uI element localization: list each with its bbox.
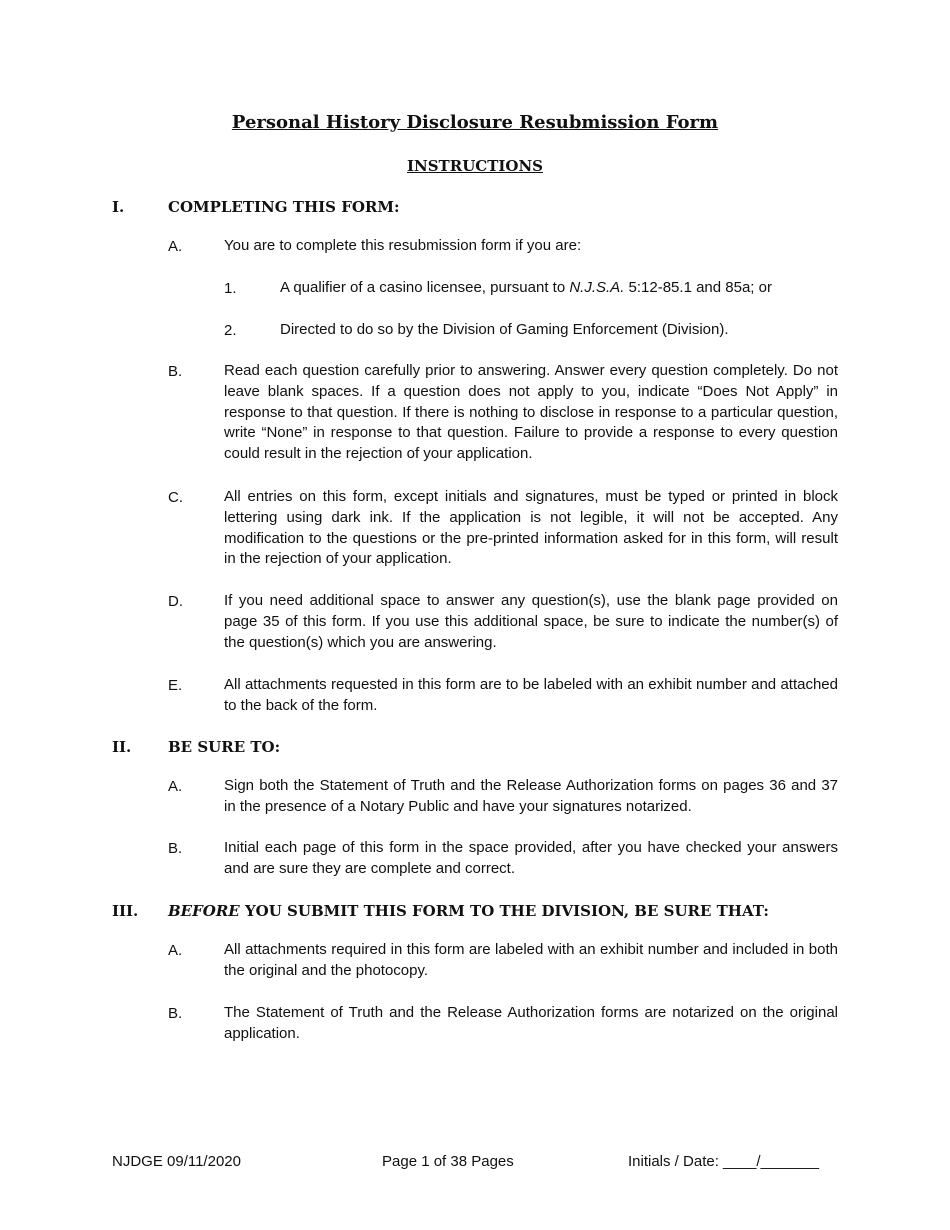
subitem-number: 2. bbox=[224, 322, 237, 339]
item-letter: E. bbox=[168, 677, 183, 694]
item-text: Read each question carefully prior to answering. Answer every question completely. Do not leave blank spaces. If a question does not apply to you, indicate “Does Not Apply” in response to that question. If there is nothing to disclose in response to a particular question, write “None” in response to that question. Failure to provide a response to every question could result in the rejection of your application. bbox=[224, 362, 838, 463]
footer-initials-date: Initials / Date: ____/_______ bbox=[628, 1153, 819, 1170]
section-number: III. bbox=[112, 902, 139, 920]
section-number: II. bbox=[112, 738, 132, 756]
footer-form-id: NJDGE 09/11/2020 bbox=[112, 1153, 241, 1170]
section-number: I. bbox=[112, 198, 125, 216]
item-text: Sign both the Statement of Truth and the Release Authorization forms on pages 36 and 37 in the presence of a Notary Public and have your signatures notarized. bbox=[224, 777, 838, 815]
section-heading: BE SURE TO: bbox=[168, 738, 281, 756]
item-text: All attachments required in this form are labeled with an exhibit number and included in both the original and the photocopy. bbox=[224, 941, 838, 979]
subitem-text: Directed to do so by the Division of Gaming Enforcement (Division). bbox=[280, 321, 729, 338]
item-text: If you need additional space to answer any question(s), use the blank page provided on page 35 of this form. If you use this additional space, be sure to indicate the number(s) of the question(s) which you are answering. bbox=[224, 592, 838, 651]
item-letter: A. bbox=[168, 942, 183, 959]
section-heading: BEFORE YOU SUBMIT THIS FORM TO THE DIVISION, BE SURE THAT: bbox=[168, 902, 769, 920]
item-letter: B. bbox=[168, 840, 183, 857]
subitem-text: A qualifier of a casino licensee, pursuant to N.J.S.A. 5:12-85.1 and 85a; or bbox=[280, 279, 772, 296]
item-text: The Statement of Truth and the Release Authorization forms are notarized on the original application. bbox=[224, 1004, 838, 1042]
item-text: All entries on this form, except initials and signatures, must be typed or printed in block lettering using dark ink. If the application is not legible, it will not be accepted. Any modification to the questions or the pre-printed information asked for in this form, will result in the rejection of your application. bbox=[224, 488, 838, 568]
item-letter: A. bbox=[168, 238, 183, 255]
page-title: Personal History Disclosure Resubmission Form bbox=[231, 112, 719, 133]
footer-page-number: Page 1 of 38 Pages bbox=[382, 1153, 514, 1170]
item-letter: D. bbox=[168, 593, 183, 610]
item-letter: B. bbox=[168, 363, 183, 380]
item-letter: C. bbox=[168, 489, 183, 506]
section-heading: COMPLETING THIS FORM: bbox=[168, 198, 400, 216]
item-text: Initial each page of this form in the space provided, after you have checked your answers and are sure they are complete and correct. bbox=[224, 839, 838, 877]
item-text: All attachments requested in this form are to be labeled with an exhibit number and attached to the back of the form. bbox=[224, 676, 838, 714]
instructions-heading: INSTRUCTIONS bbox=[407, 157, 543, 175]
item-text: You are to complete this resubmission form if you are: bbox=[224, 237, 582, 254]
statute-citation: N.J.S.A. bbox=[569, 279, 625, 296]
subitem-number: 1. bbox=[224, 280, 237, 297]
item-letter: A. bbox=[168, 778, 183, 795]
item-letter: B. bbox=[168, 1005, 183, 1022]
